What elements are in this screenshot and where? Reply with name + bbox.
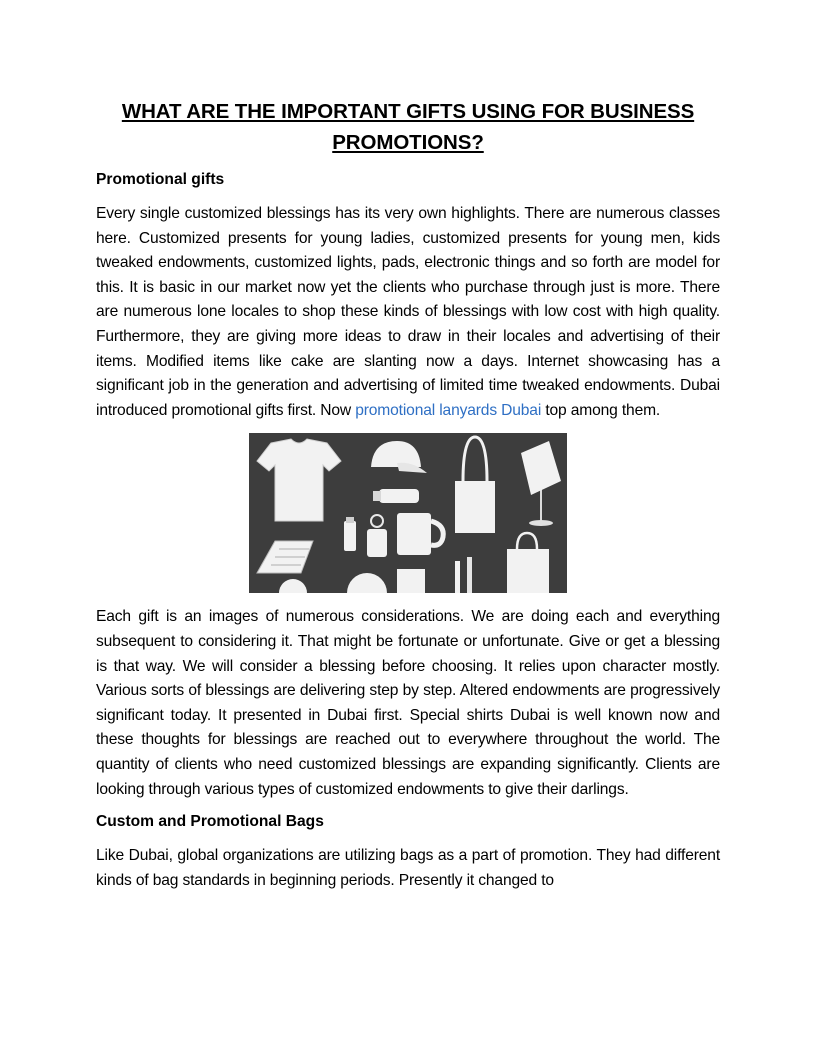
document-page: [96, 96, 720, 903]
paragraph-text: top among them.: [541, 401, 661, 419]
section-heading-custom-bags: Custom and Promotional Bags: [96, 813, 324, 831]
paragraph-custom-bags: Like Dubai, global organizations are utilizing bags as a part of promotion. They had different kinds of bag standards in beginning periods. Presently it changed to: [96, 847, 720, 889]
pen-icon: [455, 561, 460, 593]
paragraph-each-gift: Each gift is an images of numerous considerations. We are doing each and everything subsequent to considering it. That might be fortunate or unfortunate. Give or get a blessing is that way. We will consider a blessing before choosing. It relies upon character mostly. Various sorts of blessings are delivering step by step. Altered endowments are progressively significant today. It presented in Dubai first. Special shirts Dubai is well known now and these thoughts for blessings are reached out to everywhere throughout the world. The quantity of clients who need customized blessings are expanding significantly. Clients are looking through various types of customized endowments to give their darlings.: [96, 608, 720, 798]
document-title: WHAT ARE THE IMPORTANT GIFTS USING FOR BUSINESS PROMOTIONS?: [121, 100, 695, 154]
paragraph-promotional-gifts-intro: [96, 202, 720, 423]
promotional-lanyards-link[interactable]: promotional lanyards Dubai: [355, 401, 542, 419]
paragraph-text: Every single customized blessings has its very own highlights. There are numerous classes here. Customized presents for young ladies, customized presents for young men, kids tweaked endowments, customized lights, pads, electronic things and so forth are model for this. It is basic in our market now yet the clients who purchase through just is more. There are numerous lone locales to shop these kinds of blessings with low cost with high quality. Furthermore, they are giving more ideas to draw in their locales and advertising of their items. Modified items like cake are slanting now a days. Internet showcasing has a significant job in the generation and advertising of limited time tweaked endowments. Dubai introduced promotional gifts first. Now: [96, 205, 720, 419]
mug-icon: [397, 513, 431, 555]
promotional-merchandise-image: [249, 433, 567, 593]
usb-drive-icon: [379, 489, 419, 503]
shopping-bag-icon: [507, 549, 549, 593]
tote-bag-icon: [455, 481, 495, 533]
section-heading-promotional-gifts: Promotional gifts: [96, 171, 225, 188]
keychain-icon: [367, 529, 387, 557]
lighter-icon: [344, 521, 356, 551]
